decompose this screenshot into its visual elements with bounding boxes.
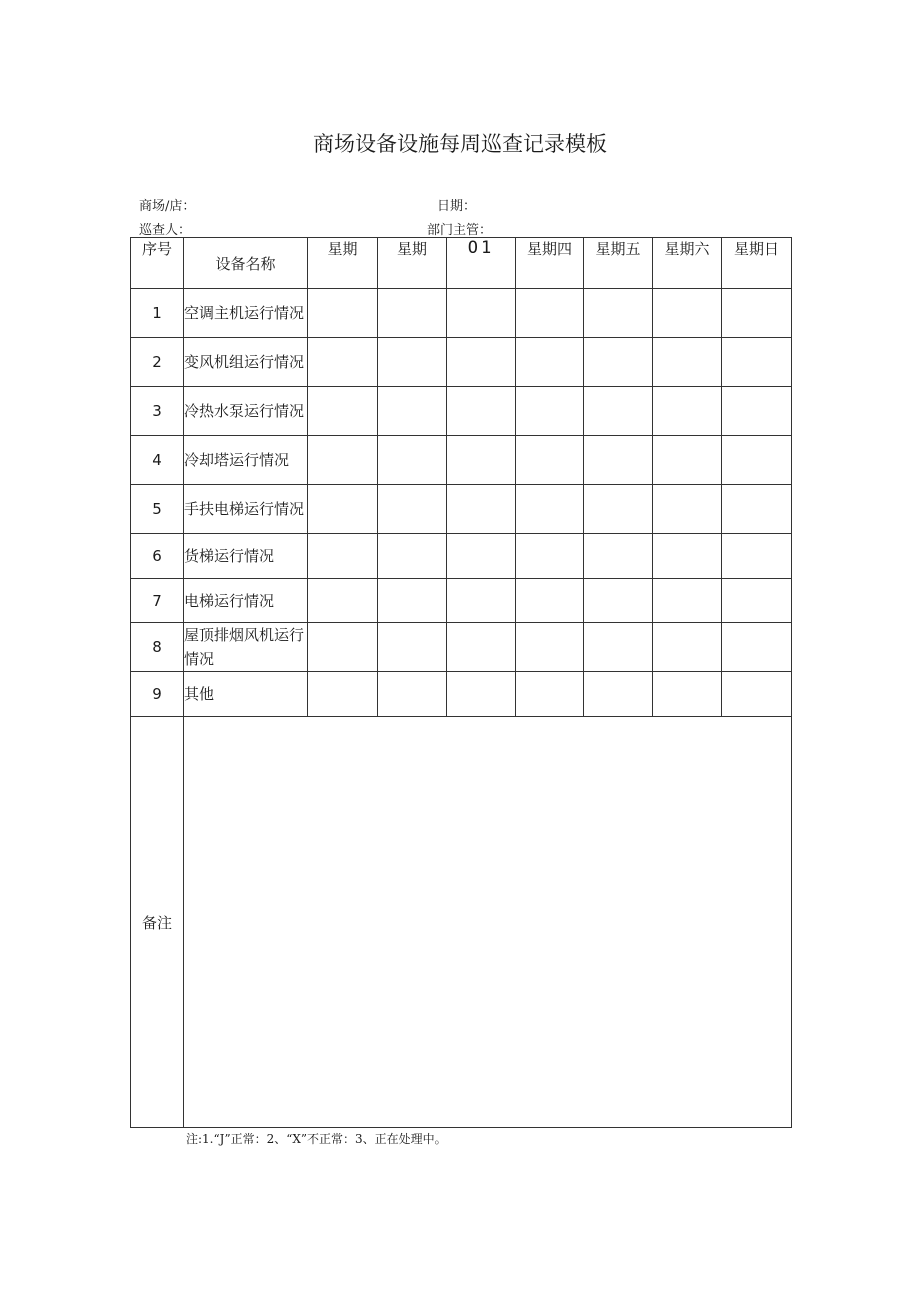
check-cell[interactable]	[378, 534, 447, 579]
equipment-name: 冷热水泵运行情况	[184, 387, 308, 436]
equipment-name: 手扶电梯运行情况	[184, 485, 308, 534]
check-cell[interactable]	[584, 623, 653, 672]
check-cell[interactable]	[516, 534, 584, 579]
inspector-label: 巡查人：	[139, 223, 192, 238]
equipment-name: 变风机组运行情况	[184, 338, 308, 387]
check-cell[interactable]	[722, 338, 792, 387]
row-number: 5	[131, 485, 184, 534]
date-label: 日期：	[437, 199, 477, 214]
check-cell[interactable]	[447, 579, 516, 623]
notes-area[interactable]	[184, 717, 792, 1128]
equipment-name: 电梯运行情况	[184, 579, 308, 623]
check-cell[interactable]	[308, 289, 378, 338]
row-number: 9	[131, 672, 184, 717]
check-cell[interactable]	[653, 338, 722, 387]
table-row	[131, 485, 792, 534]
check-cell[interactable]	[516, 289, 584, 338]
check-cell[interactable]	[584, 387, 653, 436]
header-day-6: 星期六	[653, 238, 722, 289]
check-cell[interactable]	[516, 387, 584, 436]
check-cell[interactable]	[378, 485, 447, 534]
check-cell[interactable]	[722, 289, 792, 338]
check-cell[interactable]	[722, 579, 792, 623]
check-cell[interactable]	[378, 387, 447, 436]
header-day-1: 星期	[308, 238, 378, 289]
header-day-2: 星期	[378, 238, 447, 289]
header-day-5: 星期五	[584, 238, 653, 289]
row-number: 8	[131, 623, 184, 672]
table-row	[131, 387, 792, 436]
row-number: 7	[131, 579, 184, 623]
check-cell[interactable]	[516, 436, 584, 485]
table-row	[131, 534, 792, 579]
header-day-7: 星期日	[722, 238, 792, 289]
check-cell[interactable]	[722, 672, 792, 717]
check-cell[interactable]	[584, 485, 653, 534]
equipment-name: 屋顶排烟风机运行情况	[184, 623, 308, 672]
check-cell[interactable]	[308, 672, 378, 717]
check-cell[interactable]	[308, 436, 378, 485]
check-cell[interactable]	[653, 289, 722, 338]
check-cell[interactable]	[516, 485, 584, 534]
equipment-name: 冷却塔运行情况	[184, 436, 308, 485]
notes-label: 备注	[131, 717, 184, 1128]
check-cell[interactable]	[584, 338, 653, 387]
check-cell[interactable]	[308, 338, 378, 387]
check-cell[interactable]	[308, 579, 378, 623]
footnote: 注:1.“J”正常：2、“X”不正常：3、正在处理中。	[186, 1132, 447, 1146]
table-row	[131, 579, 792, 623]
check-cell[interactable]	[447, 338, 516, 387]
header-day-3: O1	[447, 238, 516, 289]
check-cell[interactable]	[447, 534, 516, 579]
check-cell[interactable]	[447, 387, 516, 436]
check-cell[interactable]	[653, 579, 722, 623]
check-cell[interactable]	[308, 485, 378, 534]
check-cell[interactable]	[308, 534, 378, 579]
check-cell[interactable]	[447, 436, 516, 485]
row-number: 2	[131, 338, 184, 387]
row-number: 1	[131, 289, 184, 338]
check-cell[interactable]	[308, 387, 378, 436]
check-cell[interactable]	[447, 672, 516, 717]
header-day-4: 星期四	[516, 238, 584, 289]
table-row	[131, 672, 792, 717]
check-cell[interactable]	[378, 623, 447, 672]
check-cell[interactable]	[584, 672, 653, 717]
check-cell[interactable]	[653, 623, 722, 672]
check-cell[interactable]	[653, 485, 722, 534]
page-title: 商场设备设施每周巡查记录模板	[313, 132, 607, 156]
check-cell[interactable]	[516, 579, 584, 623]
check-cell[interactable]	[516, 623, 584, 672]
header-no: 序号	[131, 238, 184, 289]
equipment-name: 其他	[184, 672, 308, 717]
check-cell[interactable]	[516, 672, 584, 717]
check-cell[interactable]	[653, 436, 722, 485]
table-row	[131, 289, 792, 338]
check-cell[interactable]	[378, 289, 447, 338]
mall-label: 商场/店：	[139, 199, 196, 214]
table-row	[131, 623, 792, 672]
check-cell[interactable]	[653, 387, 722, 436]
check-cell[interactable]	[722, 436, 792, 485]
notes-row	[131, 717, 792, 1128]
equipment-name: 空调主机运行情况	[184, 289, 308, 338]
row-number: 6	[131, 534, 184, 579]
check-cell[interactable]	[584, 436, 653, 485]
table-row	[131, 338, 792, 387]
row-number: 4	[131, 436, 184, 485]
header-row	[131, 238, 792, 289]
check-cell[interactable]	[378, 672, 447, 717]
check-cell[interactable]	[447, 289, 516, 338]
check-cell[interactable]	[584, 579, 653, 623]
check-cell[interactable]	[722, 623, 792, 672]
equipment-name: 货梯运行情况	[184, 534, 308, 579]
check-cell[interactable]	[653, 672, 722, 717]
check-cell[interactable]	[378, 338, 447, 387]
check-cell[interactable]	[378, 436, 447, 485]
check-cell[interactable]	[722, 387, 792, 436]
check-cell[interactable]	[447, 623, 516, 672]
row-number: 3	[131, 387, 184, 436]
check-cell[interactable]	[308, 623, 378, 672]
table-row	[131, 436, 792, 485]
check-cell[interactable]	[722, 534, 792, 579]
check-cell[interactable]	[653, 534, 722, 579]
check-cell[interactable]	[378, 579, 447, 623]
header-equipment: 设备名称	[184, 238, 308, 289]
supervisor-label: 部门主管：	[427, 223, 493, 238]
check-cell[interactable]	[447, 485, 516, 534]
check-cell[interactable]	[584, 534, 653, 579]
check-cell[interactable]	[584, 289, 653, 338]
inspection-table	[130, 237, 792, 1128]
check-cell[interactable]	[722, 485, 792, 534]
check-cell[interactable]	[516, 338, 584, 387]
